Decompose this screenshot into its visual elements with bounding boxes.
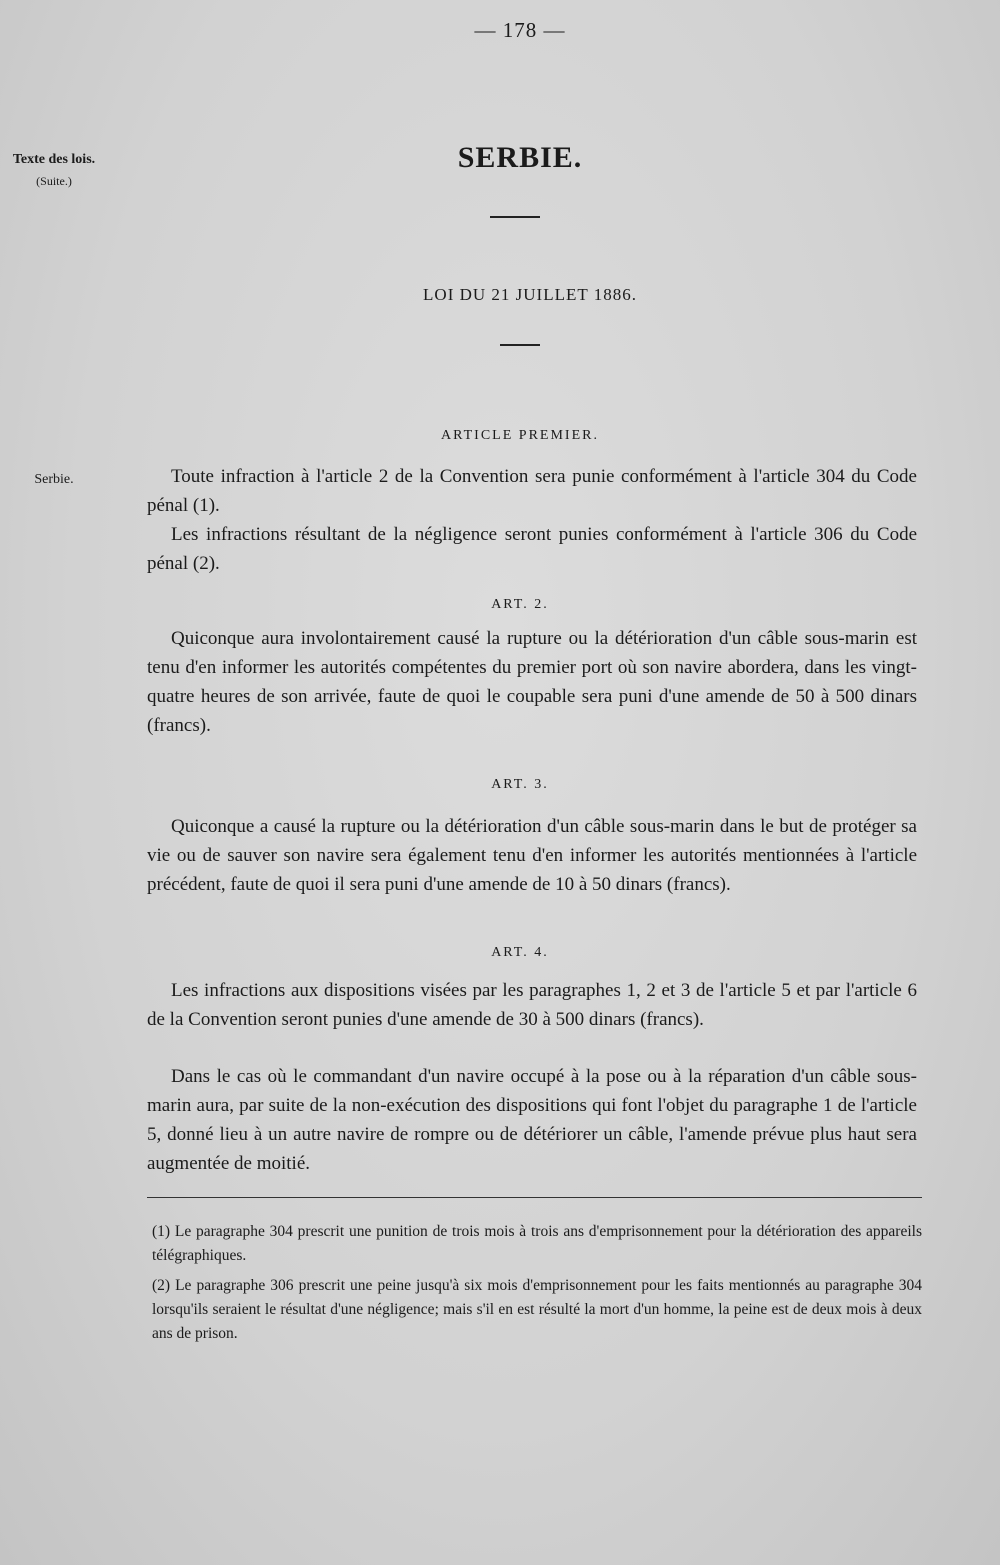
article-4-heading: ART. 4. xyxy=(491,945,549,960)
article-3-heading: ART. 3. xyxy=(491,777,549,792)
article-2-heading: ART. 2. xyxy=(491,597,549,612)
article-3-paragraph: Quiconque a causé la rupture ou la détérioration d'un câble sous-marin dans le but de protéger sa vie ou de sauver son navire sera également tenu d'en informer les autorités mentionnées à l'article précédent, faute de quoi il sera puni d'une amende de 10 à 50 dinars (francs). xyxy=(147,816,917,895)
margin-country: Serbie. xyxy=(34,472,74,487)
title-rule xyxy=(490,216,540,218)
page-title: SERBIE. xyxy=(457,141,583,174)
article-1-paragraph-2: Les infractions résultant de la négligence seront punies conformément à l'article 306 du Code pénal (2). xyxy=(147,524,917,574)
footnote-2: (2) Le paragraphe 306 prescrit une peine jusqu'à six mois d'emprisonnement pour les faits mentionnés au paragraphe 304 lorsqu'ils seraient le résultat d'une négligence; mais s'il en est résulté la mort d'un homme, la peine est de deux mois à deux ans de prison. xyxy=(152,1277,922,1342)
article-4-paragraph-1: Les infractions aux dispositions visées par les paragraphes 1, 2 et 3 de l'article 5 et par l'article 6 de la Convention seront punies d'une amende de 30 à 500 dinars (francs). xyxy=(147,980,917,1030)
footnote-1: (1) Le paragraphe 304 prescrit une punition de trois mois à trois ans d'emprisonnement pour la détérioration des appareils télégraphiques. xyxy=(152,1223,922,1264)
article-2-paragraph: Quiconque aura involontairement causé la rupture ou la détérioration d'un câble sous-marin est tenu d'en informer les autorités compétentes du premier port où son navire abordera, dans les vingt-quatre heures de son arrivée, faute de quoi le coupable sera puni d'une amende de 50 à 500 dinars (francs). xyxy=(147,628,917,736)
article-1-heading: ARTICLE PREMIER. xyxy=(441,428,599,443)
law-date: LOI DU 21 JUILLET 1886. xyxy=(423,285,637,304)
law-date-rule xyxy=(500,344,540,346)
article-1-paragraph-1: Toute infraction à l'article 2 de la Convention sera punie conformément à l'article 304 du Code pénal (1). xyxy=(147,466,917,516)
margin-heading-suite: (Suite.) xyxy=(36,174,72,188)
page-number: — 178 — xyxy=(474,18,566,42)
margin-heading: Texte des lois. xyxy=(12,152,96,167)
article-4-paragraph-2: Dans le cas où le commandant d'un navire occupé à la pose ou à la réparation d'un câble sous-marin aura, par suite de la non-exécution des dispositions qui font l'objet du paragraphe 1 de l'article 5, donné lieu à un autre navire de rompre ou de détériorer un câble, l'amende prévue plus haut sera augmentée de moitié. xyxy=(147,1066,917,1174)
footnote-separator xyxy=(147,1197,922,1198)
